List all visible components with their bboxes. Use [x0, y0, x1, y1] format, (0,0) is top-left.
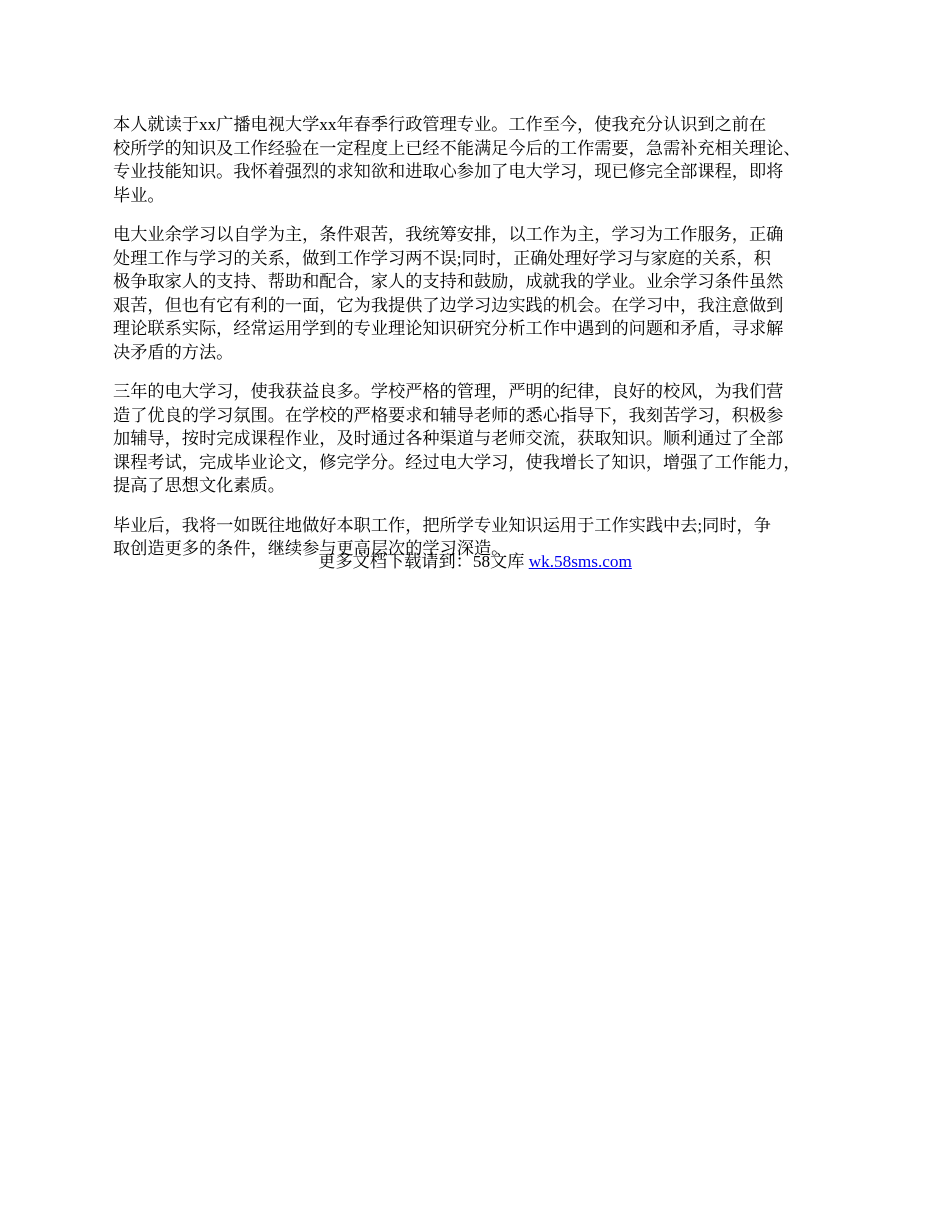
text-line: 校所学的知识及工作经验在一定程度上已经不能满足今后的工作需要，急需补充相关理论、 — [113, 138, 801, 158]
text-line: 决矛盾的方法。 — [113, 342, 234, 362]
footer-text: 更多文档下载请到：58文库 — [318, 552, 529, 571]
text-line: 课程考试，完成毕业论文，修完学分。经过电大学习，使我增长了知识，增强了工作能力， — [113, 452, 801, 472]
paragraph-2 — [113, 223, 841, 364]
text-line: 取创造更多的条件，继续参与更高层次的学习深造。 — [113, 539, 509, 558]
text-line: 电大业余学习以自学为主，条件艰苦，我统筹安排，以工作为主，学习为工作服务，正确 — [113, 225, 784, 244]
text-line: 毕业后，我将一如既往地做好本职工作，把所学专业知识运用于工作实践中去;同时，争 — [113, 515, 771, 535]
text-line: 造了优良的学习氛围。在学校的严格要求和辅导老师的悉心指导下，我刻苦学习，积极参 — [113, 405, 784, 425]
download-footer — [0, 550, 950, 574]
text-line: 理论联系实际，经常运用学到的专业理论知识研究分析工作中遇到的问题和矛盾，寻求解 — [113, 319, 784, 338]
document-body — [113, 113, 841, 577]
text-line: 本人就读于xx广播电视大学xx年春季行政管理专业。工作至今，使我充分认识到之前在 — [113, 115, 767, 134]
text-line: 极争取家人的支持、帮助和配合，家人的支持和鼓励，成就我的学业。业余学习条件虽然 — [113, 272, 784, 291]
text-line: 毕业。 — [113, 185, 165, 205]
text-line: 加辅导，按时完成课程作业，及时通过各种渠道与老师交流，获取知识。顺利通过了全部 — [113, 429, 784, 448]
text-line: 处理工作与学习的关系，做到工作学习两不误;同时，正确处理好学习与家庭的关系，积 — [113, 248, 771, 268]
text-line: 专业技能知识。我怀着强烈的求知欲和进取心参加了电大学习，现已修完全部课程，即将 — [113, 162, 784, 181]
text-line: 三年的电大学习，使我获益良多。学校严格的管理，严明的纪律，良好的校风，为我们营 — [113, 382, 784, 401]
paragraph-3 — [113, 380, 841, 498]
footer-link[interactable]: wk.58sms.com — [528, 552, 632, 571]
paragraph-1 — [113, 113, 841, 207]
text-line: 艰苦，但也有它有利的一面，它为我提供了边学习边实践的机会。在学习中，我注意做到 — [113, 295, 784, 315]
text-line: 提高了思想文化素质。 — [113, 476, 285, 495]
